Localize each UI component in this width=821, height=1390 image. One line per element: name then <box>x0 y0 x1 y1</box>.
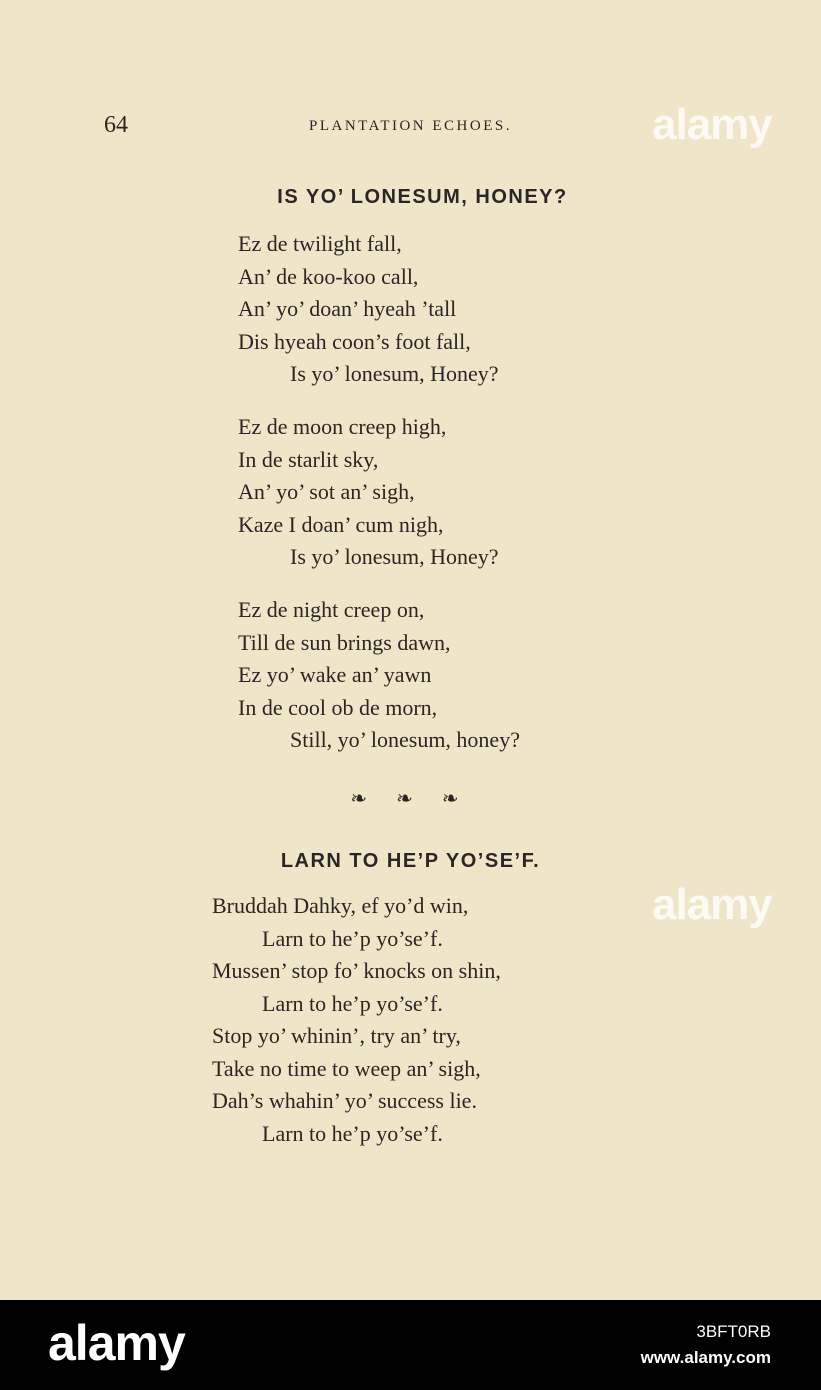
poem-line: Stop yo’ whinin’, try an’ try, <box>212 1023 461 1048</box>
poem-line: Ez de night creep on, <box>238 597 425 622</box>
running-head: PLANTATION ECHOES. <box>309 118 512 134</box>
poem-title: LARN TO HE’P YO’SE’F. <box>280 850 541 872</box>
poem-refrain: Is yo’ lonesum, Honey? <box>290 361 499 386</box>
stanza <box>238 411 499 574</box>
poem-refrain: Larn to he’p yo’se’f. <box>262 925 443 951</box>
poem-refrain: Larn to he’p yo’se’f. <box>262 1120 443 1146</box>
poem-line: Take no time to weep an’ sigh, <box>212 1055 481 1081</box>
poem-refrain: Is yo’ lonesum, Honey? <box>290 544 499 569</box>
poem-line: An’ yo’ doan’ hyeah ’tall <box>238 296 457 321</box>
poem-line: An’ de koo-koo call, <box>238 263 419 289</box>
watermark: alamy <box>652 880 772 929</box>
watermark: alamy <box>652 100 772 149</box>
poem-line: Bruddah Dahky, ef yo’d win, <box>212 893 469 918</box>
poem-refrain: Larn to he’p yo’se’f. <box>262 990 443 1016</box>
stanza <box>238 594 520 757</box>
poem-line: An’ yo’ sot an’ sigh, <box>238 479 415 504</box>
poem-line: Kaze I doan’ cum nigh, <box>238 511 444 537</box>
poem-line: Ez de moon creep high, <box>238 414 447 439</box>
image-id: 3BFT0RB <box>696 1322 771 1341</box>
poem-line: Mussen’ stop fo’ knocks on shin, <box>212 958 501 983</box>
alamy-logo: alamy <box>48 1315 185 1371</box>
fleuron-ornament: ❧ ❧ ❧ <box>350 788 471 810</box>
page-number: 64 <box>104 112 128 138</box>
stock-footer-bar <box>0 1300 821 1390</box>
poem-line: In de cool ob de morn, <box>238 694 438 720</box>
site-url: www.alamy.com <box>640 1348 771 1367</box>
stanza <box>238 228 499 391</box>
stanza <box>212 890 501 1150</box>
poem-line: Dis hyeah coon’s foot fall, <box>238 328 471 354</box>
poem-title: IS YO’ LONESUM, HONEY? <box>277 186 568 208</box>
poem-refrain: Still, yo’ lonesum, honey? <box>290 727 520 752</box>
poem-line: Ez de twilight fall, <box>238 231 402 256</box>
poem-line: Till de sun brings dawn, <box>238 629 451 655</box>
poem-line: In de starlit sky, <box>238 446 379 472</box>
poem-line: Dah’s whahin’ yo’ success lie. <box>212 1088 477 1113</box>
poem-line: Ez yo’ wake an’ yawn <box>238 662 432 687</box>
